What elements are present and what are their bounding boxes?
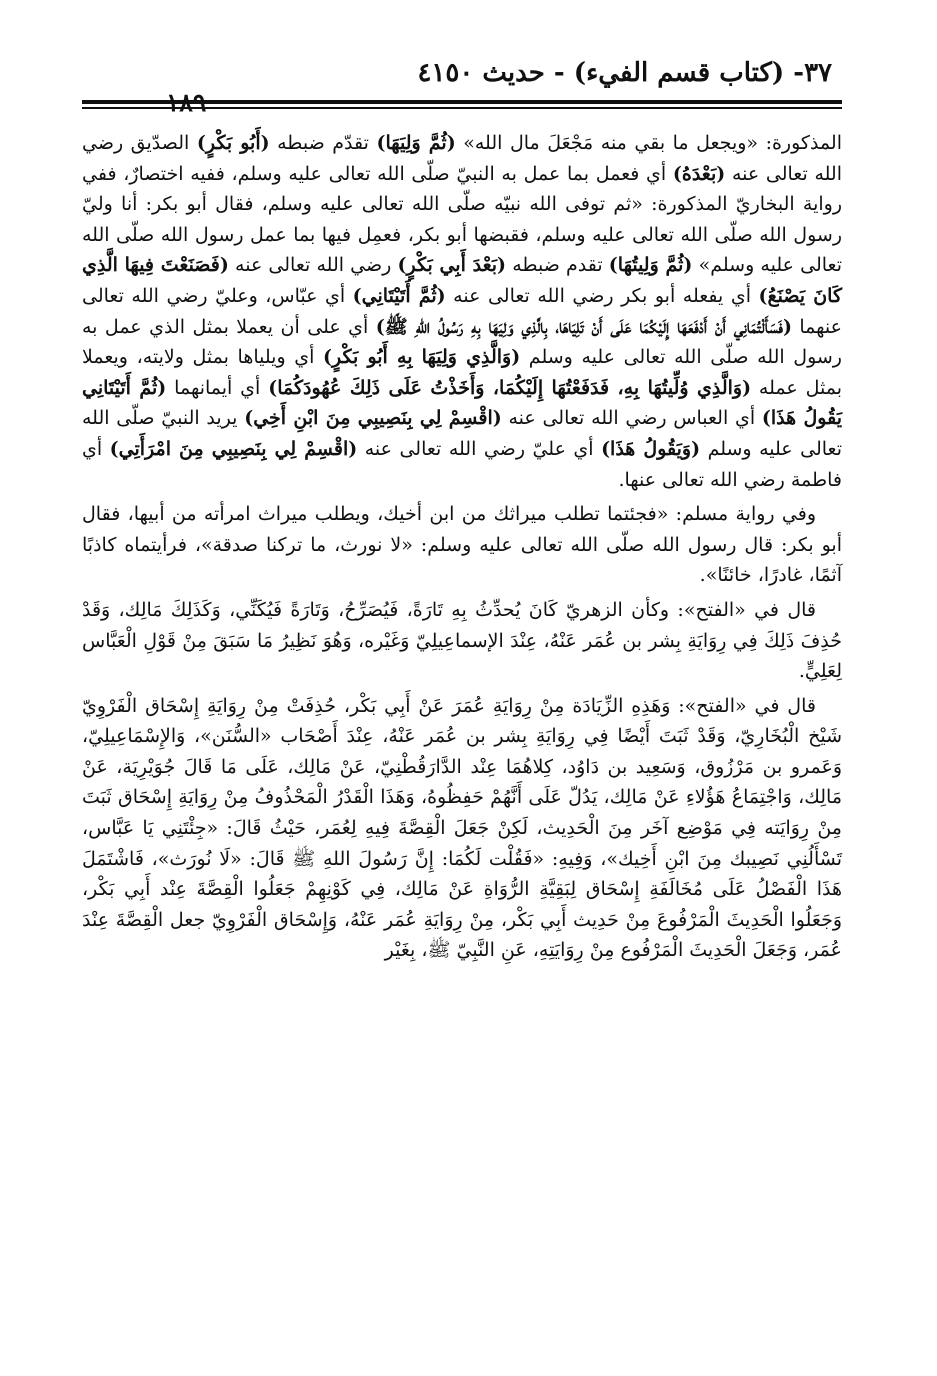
commentary-text: أي على أن يعملا بمثل الذي عمل به رسول الله صلّى الله تعالى عليه وسلم (82, 315, 842, 369)
commentary-text: يريد النبيّ صلّى الله تعالى عليه وسلم (82, 407, 842, 460)
commentary-text: أي فعمل بما عمل به النبيّ صلّى الله تعالى عليه وسلم، ففيه اختصارٌ، ففي رواية البخاريّ المذكورة: «ثم توفى الله نبيّه صلّى الله تعالى عليه وسلم، فقال أبو بكر: أنا وليّ رسول الله صلّى الله تعالى عليه وسلم، فقبضها أبو بكر، فعمِل فيها بما عمل رسول الله صلّى الله تعالى عليه وسلم» (82, 162, 842, 277)
paragraph (82, 691, 842, 966)
commentary-text: تقدم ضبطه (506, 254, 609, 277)
hadith-quote: (اقْسِمْ لِي بِنَصِيبِي مِنَ ابْنِ أَخِي) (244, 407, 502, 430)
commentary-text: قال في «الفتح»: وَهَذِهِ الزِّيَادَة مِنْ رِوَايَةِ عُمَرَ عَنْ أَبِي بَكْر، حُذِفَتْ مِنْ رِوَايَةِ إِسْحَاق الْفَرْوِيّ شَيْخ الْبُخَارِيّ، وَقَدْ ثَبَتَ أَيْضًا فِي رِوَايَةِ بِشر بن عُمَر عَنْهُ، عِنْدَ أَصْحَاب «السُّنَن»، وَالإِسْمَاعِيلِيّ، وَعَمرو بن مَرْزُوق، وَسَعِيد بن دَاوُد، كِلاهُمَا عِنْد الدَّارَقُطْنِيّ، عَنْ مَالِك، عَلَى مَا قَالَ جُوَيْرِيَة، عَنْ مَالِك، وَاجْتِمَاعُ هَؤُلاءِ عَنْ مَالِك، يَدُلّ عَلَى أَنَّهُمْ حَفِظُوهُ، وَهَذَا الْقَدْرُ الْمَحْذُوفُ مِنْ رِوَايَةِ إِسْحَاق ثَبَتَ مِنْ رِوَايَته فِي مَوْضِع آخَر مِنَ الْحَدِيث، لَكِنْ جَعَلَ الْقِصَّةَ فِيهِ لِعُمَر، حَيْثُ قَالَ: «جِئْتَنِي يَا عَبَّاس، تَسْأَلُنِي نَصِيبك مِنَ ابْنِ أَخِيك»، وَفِيهِ: «فَقُلْت لَكُمَا: إِنَّ رَسُولَ اللهِ ﷺ قَالَ: «لَا نُورَث»، فَاشْتَمَلَ هَذَا الْفَصْلُ عَلَى مُخَالَفَةِ إِسْحَاق لِبَقِيَّةِ الرُّوَاةِ عَنْ مَالِك، فِي كَوْنِهِمْ جَعَلُوا الْقِصَّةَ عِنْد أَبِي بَكْر، وَجَعَلُوا الْحَدِيثَ الْمَرْفُوعَ مِنْ حَدِيث أَبِي بَكْر، مِنْ رِوَايَةِ عُمَر عَنْهُ، وَإِسْحَاق الْفَرْوِيّ جعل الْقِصَّةَ عِنْدَ عُمَر، وَجَعَلَ الْحَدِيثَ الْمَرْفُوع مِنْ رِوَايَتِهِ، عَنِ النَّبِيّ ﷺ، بِغَيْر (82, 694, 842, 962)
hadith-quote: (بَعْدَ أَبِي بَكْرٍ) (397, 254, 507, 277)
commentary-text: أي عليّ رضي الله تعالى عنه (357, 437, 602, 460)
hadith-quote: (ثُمَّ أَتَيْتَانِي) (352, 284, 446, 307)
chapter-title: ٣٧- (كتاب قسم الفيء) - حديث ٤١٥٠ (417, 58, 832, 88)
hadith-quote: (وَيَقُولُ هَذَا) (601, 437, 701, 460)
paragraph (82, 499, 842, 591)
commentary-text: المذكورة: «ويجعل ما بقي منه مَجْعَلَ مال الله» (455, 132, 842, 154)
hadith-quote: (أَبُو بَكْرٍ) (196, 132, 270, 154)
commentary-text: أي عبّاس، وعليّ رضي الله تعالى عنهما (82, 284, 842, 338)
commentary-text: أي أيمانهما (166, 376, 269, 399)
commentary-text: رضي الله تعالى عنه (228, 254, 398, 277)
commentary-text: وفي رواية مسلم: «فجئتما تطلب ميراثك من ابن أخيك، ويطلب ميراث امرأته من أبيها، فقال أبو بكر: قال رسول الله صلّى الله تعالى عليه وسلم: «لا نورث، ما تركنا صدقة»، فرأيتماه كاذبًا آثمًا، غادرًا، خائنًا». (82, 503, 842, 587)
hadith-quote: (اقْسِمْ لِي بِنَصِيبِي مِنَ امْرَأَتِي) (109, 437, 358, 460)
commentary-text: تقدّم ضبطه (269, 132, 377, 154)
hadith-quote: (ثُمَّ وَلِيتُهَا) (608, 254, 693, 277)
header-rule-thick (82, 100, 842, 104)
commentary-text: أي يفعله أبو بكر رضي الله تعالى عنه (445, 284, 759, 307)
paragraph (82, 595, 842, 687)
hadith-quote: (وَالَّذِي وُلِّيتُهَا بِهِ، فَدَفَعْتُهَا إِلَيْكُمَا، وَأَخَذْتُ عَلَى ذَلِكَ عُهُودَكُمَا) (268, 376, 752, 399)
hadith-quote: (ثُمَّ وَلِيَهَا) (376, 132, 456, 154)
hadith-quote: (فَسَأَلْتُمَانِي أَنْ أَدْفَعَهَا إِلَيْكُمَا عَلَى أَنْ تَلِيَاهَا، بِالَّذِي وَلِيَهَا بِهِ رَسُولُ اللهِ ﷺ) (375, 315, 792, 338)
paragraph (82, 128, 842, 495)
hadith-quote: (وَالَّذِي وَلِيَهَا بِهِ أَبُو بَكْرٍ) (323, 346, 521, 369)
commentary-text: قال في «الفتح»: وكأن الزهريّ كَانَ يُحدِّثُ بِهِ تَارَةً، فَيُصَرِّحُ، وَتَارَةً فَيُكَنِّي، وَكَذَلِكَ مَالِك، وَقَدْ حُذِفَ ذَلِكَ فِي رِوَايَةِ بِشر بن عُمَر عَنْهُ، عِنْدَ الإسماعِيلِيّ وَغَيْره، وَهُوَ نَظِيرُ مَا سَبَقَ مِنْ قَوْلِ الْعَبَّاس لِعَلِيٍّ. (82, 598, 842, 683)
commentary-text: أي العباس رضي الله تعالى عنه (501, 407, 762, 430)
hadith-quote: (بَعْدَهُ) (672, 162, 726, 185)
commentary-text: الصدّيق رضي الله تعالى عنه (82, 132, 842, 185)
hadith-quote: (فَصَنَعْتَ فِيهَا الَّذِي كَانَ يَصْنَعُ) (82, 254, 842, 307)
header-rule-thin (82, 107, 842, 109)
commentary-text: أي فاطمة رضي الله تعالى عنها. (82, 437, 842, 491)
hadith-quote: (ثُمَّ أَتَيْتَانِي يَقُولُ هَذَا) (82, 376, 842, 430)
commentary-text: أي ويلياها بمثل ولايته، ويعملا بمثل عمله (82, 346, 842, 399)
body-text (82, 128, 842, 970)
running-header (82, 58, 842, 100)
